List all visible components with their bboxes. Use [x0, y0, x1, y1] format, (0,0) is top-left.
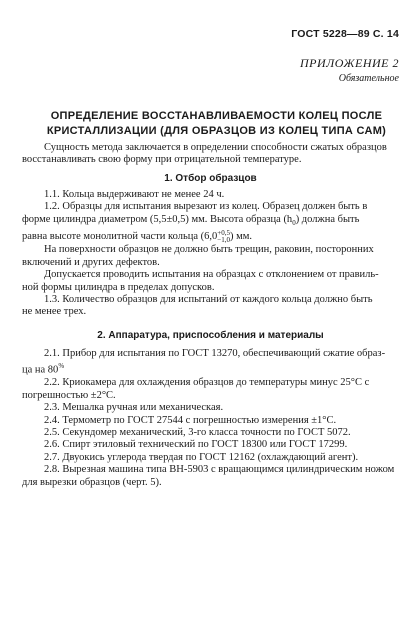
intro-line-1: Сущность метода заключается в определении способности сжатых образцов [44, 142, 387, 153]
clause-1-3-line-a: 1.3. Количество образцов для испытаний от каждого кольца должно быть [44, 293, 373, 305]
clause-2-6: 2.6. Спирт этиловый технический по ГОСТ 18300 или ГОСТ 17299. [44, 439, 348, 451]
appendix-status: Обязательное [338, 73, 399, 84]
title-line-1: ОПРЕДЕЛЕНИЕ ВОССТАНАВЛИВАЕМОСТИ КОЛЕЦ ПОСЛЕ [50, 110, 383, 122]
clause-1-2-line-d: На поверхности образцов не должно быть трещин, раковин, посторонних [44, 244, 374, 256]
appendix-title: ПРИЛОЖЕНИЕ 2 [300, 56, 399, 70]
clause-2-1-line-a: 2.1. Прибор для испытания по ГОСТ 13270, обеспечивающий сжатие образ- [44, 348, 386, 359]
clause-2-3: 2.3. Мешалка ручная или механическая. [44, 402, 224, 414]
clause-2-5: 2.5. Секундомер механический, 3-го класса точности по ГОСТ 5072. [44, 426, 351, 438]
appendix-label [300, 56, 399, 84]
clause-2-2-line-a: 2.2. Криокамера для охлаждения образцов до температуры минус 25°С с [44, 377, 370, 389]
clause-1-2-line-b: форме цилиндра диаметром (5,5±0,5) мм. Высота образца $(h_0)$ должна быть [22, 213, 360, 227]
clause-2-1-line-b: ца на 80% [22, 362, 65, 376]
clause-1-2-line-a: 1.2. Образцы для испытания вырезают из колец. Образец должен быть в [44, 201, 368, 213]
clause-1-2-line-e: включений и других дефектов. [22, 256, 160, 268]
intro-line-2: восстанавливать свою форму при отрицательной температуре. [22, 154, 302, 166]
clause-2-8-line-a: 2.8. Вырезная машина типа ВН-5903 с вращающимся цилиндрическим ножом [44, 464, 395, 476]
title-line-2: КРИСТАЛЛИЗАЦИИ (ДЛЯ ОБРАЗЦОВ ИЗ КОЛЕЦ ТИПА САМ) [46, 125, 387, 137]
document-title [34, 109, 399, 139]
clause-1-2-line-f: Допускается проводить испытания на образцах с отклонением от правиль- [44, 269, 379, 281]
clause-2-8-line-b: для вырезки образцов (черт. 5). [22, 476, 162, 488]
clause-2-4: 2.4. Термометр по ГОСТ 27544 с погрешностью измерения ±1°С. [44, 414, 337, 426]
clause-2-2-line-b: погрешностью ±2°С. [22, 389, 116, 401]
section-2-heading: 2. Аппаратура, приспособления и материалы [97, 330, 324, 341]
clause-1-2-line-g: ной формы цилиндра в пределах допусков. [22, 281, 215, 293]
section-2-body [22, 348, 399, 489]
tolerance-fraction: +0,5 −1,0 [217, 228, 230, 244]
clause-2-7: 2.7. Двуокись углерода твердая по ГОСТ 12162 (охлаждающий агент). [44, 451, 359, 463]
section-1-heading: 1. Отбор образцов [164, 173, 257, 184]
clause-1-1: 1.1. Кольца выдерживают не менее 24 ч. [44, 189, 225, 200]
section-1-body [22, 189, 399, 319]
clause-1-2-line-c: равна высоте монолитной части кольца (6,0 +0,5 −1,0 ) мм. [22, 228, 253, 244]
intro-paragraph [22, 142, 399, 167]
page-header: ГОСТ 5228—89 С. 14 [291, 28, 399, 40]
clause-1-3-line-b: не менее трех. [22, 306, 87, 318]
